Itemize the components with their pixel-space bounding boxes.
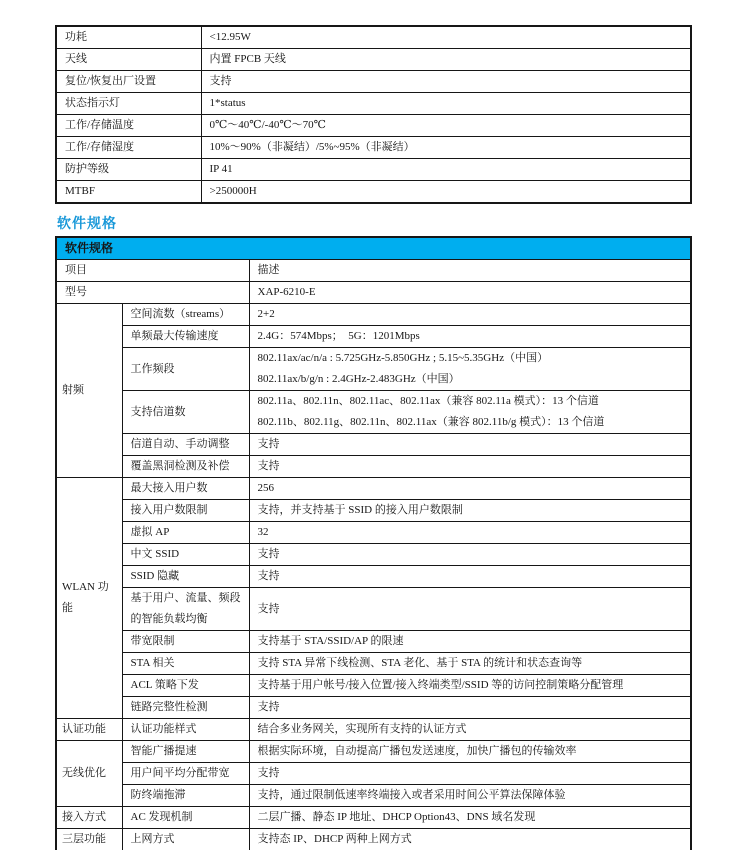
- row-label: 用户间平均分配带宽: [122, 763, 249, 785]
- row-value: 支持: [249, 566, 691, 588]
- row-label: 单频最大传输速度: [122, 326, 249, 348]
- row-value: XAP-6210-E: [249, 282, 691, 304]
- group-label: 认证功能: [56, 719, 122, 741]
- group-label: 三层功能: [56, 829, 122, 850]
- row-label: MTBF: [56, 181, 201, 204]
- row-label: 带宽限制: [122, 631, 249, 653]
- group-label: WLAN 功能: [56, 478, 122, 719]
- row-label: AC 发现机制: [122, 807, 249, 829]
- row-label: SSID 隐藏: [122, 566, 249, 588]
- row-label: 状态指示灯: [56, 93, 201, 115]
- row-value: >250000H: [201, 181, 691, 204]
- row-label: 链路完整性检测: [122, 697, 249, 719]
- row-label: 型号: [56, 282, 249, 304]
- column-header-desc: 描述: [249, 260, 691, 282]
- row-label: ACL 策略下发: [122, 675, 249, 697]
- group-label: 无线优化: [56, 741, 122, 807]
- row-value: 32: [249, 522, 691, 544]
- row-label: 工作/存储温度: [56, 115, 201, 137]
- row-label: STA 相关: [122, 653, 249, 675]
- row-value: 支持: [249, 456, 691, 478]
- row-value: 支持基于用户帐号/接入位置/接入终端类型/SSID 等的访问控制策略分配管理: [249, 675, 691, 697]
- row-label: 虚拟 AP: [122, 522, 249, 544]
- row-value: <12.95W: [201, 26, 691, 49]
- row-label: 工作频段: [122, 348, 249, 391]
- row-label: 认证功能样式: [122, 719, 249, 741]
- column-header-item: 项目: [56, 260, 249, 282]
- group-label: 接入方式: [56, 807, 122, 829]
- row-label: 支持信道数: [122, 391, 249, 434]
- row-value: 2+2: [249, 304, 691, 326]
- row-label: 复位/恢复出厂设置: [56, 71, 201, 93]
- row-label: 智能广播提速: [122, 741, 249, 763]
- row-value: 内置 FPCB 天线: [201, 49, 691, 71]
- row-value: 支持: [249, 434, 691, 456]
- row-label: 基于用户、流量、频段 的智能负载均衡: [122, 588, 249, 631]
- row-value: 根据实际环境，自动提高广播包发送速度，加快广播包的传输效率: [249, 741, 691, 763]
- row-value: 支持基于 STA/SSID/AP 的限速: [249, 631, 691, 653]
- row-value: 支持，并支持基于 SSID 的接入用户数限制: [249, 500, 691, 522]
- row-value: 支持 STA 异常下线检测、STA 老化、基于 STA 的统计和状态查询等: [249, 653, 691, 675]
- row-value: 支持: [249, 697, 691, 719]
- table-header: 软件规格: [56, 237, 691, 260]
- hardware-spec-table: [55, 25, 692, 204]
- row-value: 0℃～40℃/-40℃～70℃: [201, 115, 691, 137]
- row-value: 支持: [201, 71, 691, 93]
- row-value: 二层广播、静态 IP 地址、DHCP Option43、DNS 域名发现: [249, 807, 691, 829]
- row-value: 1*status: [201, 93, 691, 115]
- section-heading-software-spec: 软件规格: [57, 217, 117, 232]
- row-value: 支持: [249, 588, 691, 631]
- row-label: 覆盖黑洞检测及补偿: [122, 456, 249, 478]
- row-label: 空间流数（streams）: [122, 304, 249, 326]
- row-label: 中文 SSID: [122, 544, 249, 566]
- row-value: 支持，通过限制低速率终端接入或者采用时间公平算法保障体验: [249, 785, 691, 807]
- row-label: 防终端拖滞: [122, 785, 249, 807]
- row-value: 支持态 IP、DHCP 两种上网方式: [249, 829, 691, 850]
- row-value: 10%～90%（非凝结）/5%~95%（非凝结）: [201, 137, 691, 159]
- row-value: 802.11ax/ac/n/a : 5.725GHz-5.850GHz ; 5.15~5.35GHz（中国） 802.11ax/b/g/n : 2.4GHz-2.483GHz（中国）: [249, 348, 691, 391]
- group-label: 射频: [56, 304, 122, 478]
- row-label: 信道自动、手动调整: [122, 434, 249, 456]
- row-label: 工作/存储湿度: [56, 137, 201, 159]
- row-value: 256: [249, 478, 691, 500]
- row-label: 天线: [56, 49, 201, 71]
- row-label: 功耗: [56, 26, 201, 49]
- row-label: 上网方式: [122, 829, 249, 850]
- row-value: 2.4G：574Mbps； 5G：1201Mbps: [249, 326, 691, 348]
- row-label: 接入用户数限制: [122, 500, 249, 522]
- software-spec-table: [55, 236, 692, 850]
- row-value: 802.11a、802.11n、802.11ac、802.11ax（兼容 802.11a 模式）：13 个信道 802.11b、802.11g、802.11n、802.11ax（兼容 802.11b/g 模式）：13 个信道: [249, 391, 691, 434]
- row-value: 支持: [249, 544, 691, 566]
- row-value: IP 41: [201, 159, 691, 181]
- row-label: 防护等级: [56, 159, 201, 181]
- row-label: 最大接入用户数: [122, 478, 249, 500]
- row-value: 结合多业务网关，实现所有支持的认证方式: [249, 719, 691, 741]
- row-value: 支持: [249, 763, 691, 785]
